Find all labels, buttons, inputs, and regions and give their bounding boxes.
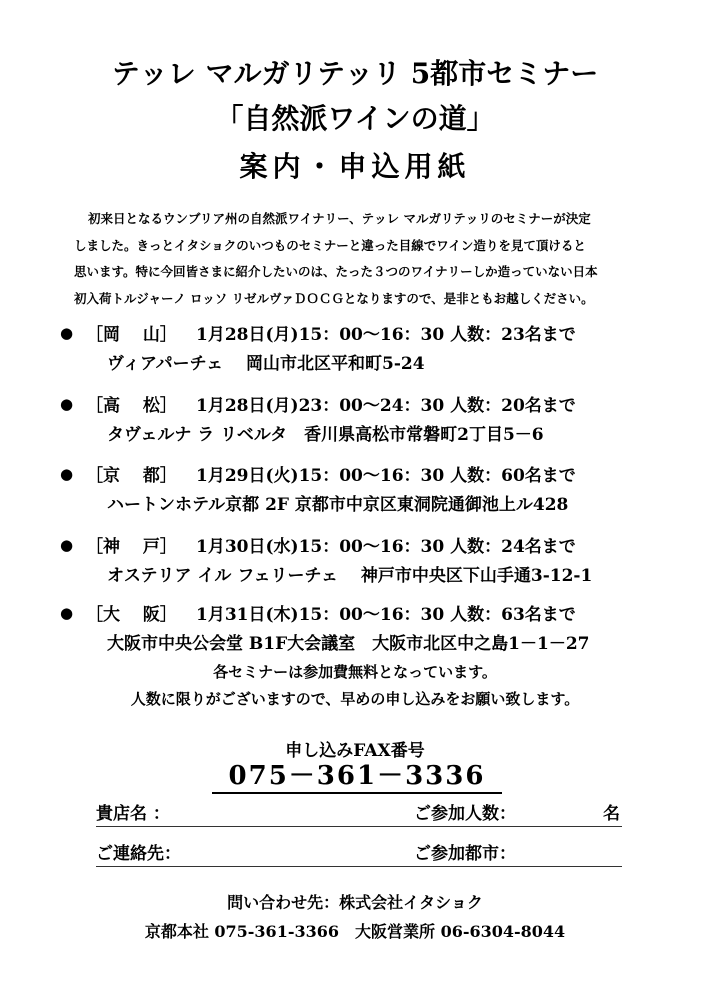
venue-place: ヴィアパーチェ 岡山市北区平和町5-24 xyxy=(107,354,425,374)
venue-place: タヴェルナ ラ リベルタ 香川県高松市常磐町2丁目5－6 xyxy=(107,425,544,445)
bullet-icon: ● xyxy=(60,464,74,483)
note-free: 各セミナーは参加費無料となっています。 xyxy=(213,663,497,681)
attendees-label: ご参加人数： xyxy=(414,804,516,824)
form-row-contact xyxy=(96,840,622,867)
venue-city: ［高 松］ xyxy=(86,396,177,416)
venue-okayama xyxy=(60,320,700,374)
inquiry-company: 問い合わせ先：株式会社イタショク xyxy=(227,893,483,912)
title-seminar: テッレ マルガリテッリ 5都市セミナー xyxy=(111,57,599,90)
venue-city: ［神 戸］ xyxy=(86,537,177,557)
fax-label: 申し込みFAX番号 xyxy=(285,741,425,761)
venue-kobe xyxy=(60,532,700,586)
venue-osaka xyxy=(60,600,700,654)
venue-schedule: 1月30日(水)15：00～16：30 人数：24名まで xyxy=(196,537,576,557)
venue-city: ［大 阪］ xyxy=(86,605,177,625)
intro-paragraph xyxy=(74,206,674,312)
venue-place: 大阪市中央公会堂 B1F大会議室 大阪市北区中之島1－1－27 xyxy=(107,634,590,654)
venue-schedule: 1月31日(木)15：00～16：30 人数：63名まで xyxy=(196,605,576,625)
title-form: 案内・申込用紙 xyxy=(239,150,471,183)
bullet-icon: ● xyxy=(60,394,74,413)
bullet-icon: ● xyxy=(60,535,74,554)
venue-takamatsu xyxy=(60,391,700,445)
city-label: ご参加都市： xyxy=(414,844,516,864)
intro-line: 初入荷トルジャーノ ロッソ リゼルヴァＤＯＣＧとなりますので、是非ともお越しください。 xyxy=(74,290,594,306)
inquiry-phones: 京都本社 075-361-3366 大阪営業所 06-6304-8044 xyxy=(144,922,566,941)
venue-city: ［京 都］ xyxy=(86,466,177,486)
form-row-shop xyxy=(96,800,622,827)
intro-line: 初来日となるウンブリア州の自然派ワイナリー、テッレ マルガリテッリのセミナーが決定 xyxy=(88,211,591,226)
venue-place: ハートンホテル京都 2F 京都市中京区東洞院通御池上ル428 xyxy=(107,495,569,515)
fax-number: 075－361－3336 xyxy=(212,760,502,794)
intro-line: 思います。特に今回皆さまに紹介したいのは、たった３つのワイナリーしか造っていない日本 xyxy=(74,264,598,279)
bullet-icon: ● xyxy=(60,603,74,622)
venue-schedule: 1月28日(月)15：00～16：30 人数：23名まで xyxy=(196,325,576,345)
title-theme: 「自然派ワインの道」 xyxy=(215,102,495,135)
bullet-icon: ● xyxy=(60,323,74,342)
note-limit: 人数に限りがございますので、早めの申し込みをお願い致します。 xyxy=(130,690,580,708)
venue-city: ［岡 山］ xyxy=(86,325,177,345)
shop-name-label: 貴店名 ： xyxy=(96,804,170,824)
attendees-unit: 名 xyxy=(603,804,620,824)
intro-line: しました。きっとイタショクのいつものセミナーと違った目線でワイン造りを見て頂けると xyxy=(74,237,586,253)
venue-kyoto xyxy=(60,461,700,515)
venue-schedule: 1月28日(月)23：00～24：30 人数：20名まで xyxy=(196,396,576,416)
contact-label: ご連絡先： xyxy=(96,844,181,864)
venue-place: オステリア イル フェリーチェ 神戸市中央区下山手通3-12-1 xyxy=(107,566,593,586)
venue-schedule: 1月29日(火)15：00～16：30 人数：60名まで xyxy=(196,466,576,486)
